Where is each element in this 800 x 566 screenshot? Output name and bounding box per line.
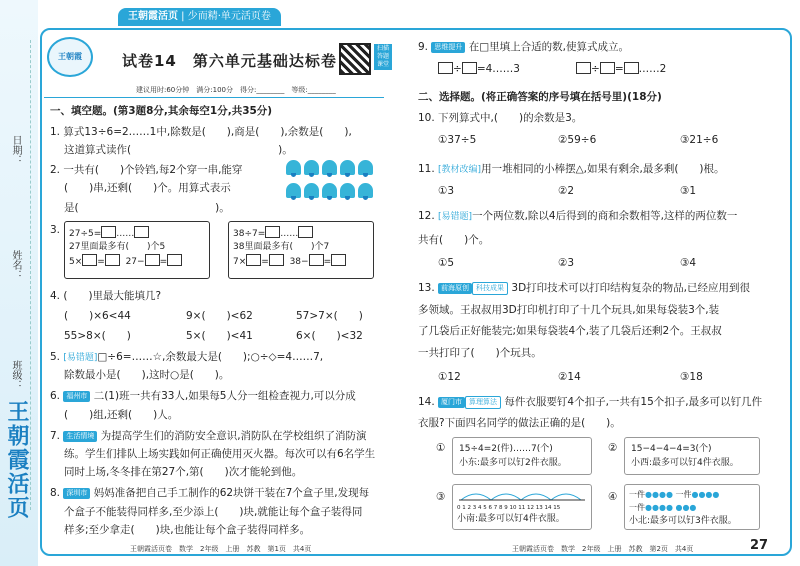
footer-right: 王朝霞活页卷 数学 2年级 上册 苏教 第2页 共4页 [512, 545, 694, 553]
date-label: 日期： [10, 135, 21, 165]
exam-meta: 建议用时:60分钟 满分:100分 得分:________ 等级:________ [136, 86, 336, 94]
answer-box[interactable] [167, 254, 182, 266]
q13-body: 3D打印技术可以打印结构复杂的物品,已经应用到很 [511, 282, 750, 294]
choice-1-calc: 15÷4=2(件)……7(个) [459, 444, 553, 454]
q6-line1 [50, 389, 356, 403]
q7-line2: 练。学生们排队上场实践如何正确使用灭火器。每次可以有6名学生 [64, 448, 376, 460]
section-2-heading: 二、选择题。(将正确答案的序号填在括号里)(18分) [418, 91, 662, 103]
footer-left: 王朝霞活页卷 数学 2年级 上册 苏教 第1页 共4页 [130, 545, 312, 553]
p3a-text: 27里面最多有( )个5 [69, 242, 166, 252]
section-1-heading: 一、填空题。(第3题8分,其余每空1分,共35分) [50, 105, 273, 117]
qr-code-icon[interactable] [339, 43, 371, 75]
q8-line1 [50, 486, 369, 500]
binding-sidebar [0, 0, 38, 566]
q4-item: 55>8×( ) [64, 330, 131, 342]
choice-4-box[interactable] [624, 484, 760, 530]
q12-option[interactable]: ①5 [438, 257, 455, 269]
number-line-jumps [457, 488, 587, 502]
answer-box[interactable] [331, 254, 346, 266]
q8-tag: 深圳市 [63, 488, 90, 499]
q2-line2: ( )串,还剩( )个。用算式表示 [64, 182, 231, 194]
q6-text: 二(1)班一共有33人,如果每5人分一组检查视力,可以分成 [93, 390, 356, 402]
q11-option[interactable]: ②2 [558, 185, 575, 197]
q9-eq: = [614, 63, 624, 75]
top-banner: 王朝霞活页 | 少而精·单元活页卷 [118, 8, 281, 26]
q11-text [418, 162, 725, 177]
answer-box[interactable] [265, 226, 280, 238]
q10-text: 10. 下列算式中,( )的余数是3。 [418, 112, 583, 124]
choice-2-calc: 15−4−4−4=3(个) [631, 444, 712, 454]
q4-item: ( )×6<44 [64, 310, 131, 322]
q11-body: 用一堆相同的小棒摆△,如果有剩余,最多剩( )根。 [481, 163, 725, 175]
q4-item: 9×( )<62 [186, 310, 253, 322]
name-label: 姓名： [10, 250, 21, 280]
q9-line1 [418, 40, 629, 54]
q5-tag: [易错题] [63, 353, 98, 363]
q7-tag: 生活情境 [63, 431, 97, 442]
q8-text: 妈妈准备把自己手工制作的62块饼干装在7个盒子里,发现每 [93, 487, 370, 499]
p3b-sub: 38− [289, 257, 309, 267]
q13-option[interactable]: ①12 [438, 371, 461, 383]
p3b-equals: = [261, 257, 269, 267]
answer-box[interactable] [134, 226, 149, 238]
q9-rest: ……2 [638, 63, 667, 75]
answer-box[interactable] [600, 62, 615, 74]
q11-option[interactable]: ①3 [438, 185, 455, 197]
choice-1-answer: 小东:最多可以钉2件衣服。 [459, 458, 567, 468]
page-title: 试卷14 第六单元基础达标卷 [122, 52, 337, 70]
q14-tag: 算理算法 [465, 396, 501, 409]
p3a-equals: = [97, 257, 105, 267]
number-line-labels: 0 1 2 3 4 5 6 7 8 9 10 11 12 13 14 15 [457, 505, 561, 511]
class-label: 班级： [10, 360, 21, 390]
group-label: 一件 [629, 490, 645, 499]
answer-box[interactable] [246, 254, 261, 266]
page-number: 27 [750, 538, 769, 553]
q3-panel-b [228, 221, 374, 279]
choice-4-answer: 小北:最多可以钉3件衣服。 [629, 516, 737, 526]
q13-number: 13. [418, 282, 439, 294]
q13-tag: 科技成果 [472, 282, 508, 295]
q6-tag: 福州市 [63, 391, 90, 402]
answer-box[interactable] [145, 254, 160, 266]
p3a-mul: 5× [69, 257, 83, 267]
q5-text: □÷6=……☆,余数最大是( );○÷◇=4……7, [97, 351, 324, 363]
q10-option[interactable]: ③21÷6 [680, 134, 719, 146]
qr-label: 扫描答题课堂 [374, 44, 392, 70]
group-label: 一件 [675, 490, 692, 499]
q4-heading: 4. ( )里最大能填几? [50, 290, 162, 302]
p3a-equals2: = [159, 257, 168, 267]
q7-number: 7. [50, 430, 64, 442]
bell-icon [358, 160, 373, 175]
q12-line2: 共有( )个。 [418, 234, 490, 246]
banner-brand: 王朝霞活页 [128, 11, 178, 22]
q12-option[interactable]: ③4 [680, 257, 697, 269]
bell-icon [304, 183, 319, 198]
q8-line3: 样多;至少拿走( )块,也能让每个盒子装得同样多。 [64, 524, 311, 536]
bell-icon [286, 160, 301, 175]
q9-rest: =4……3 [476, 63, 520, 75]
q8-number: 8. [50, 487, 64, 499]
divider [44, 97, 384, 98]
q11-number: 11. [418, 163, 439, 175]
q14-number: 14. [418, 396, 439, 408]
q9-op: ÷ [453, 63, 462, 75]
bell-icon [340, 183, 355, 198]
bell-icon [340, 160, 355, 175]
q7-text: 为提高学生们的消防安全意识,消防队在学校组织了消防演 [100, 430, 367, 442]
choice-3-marker[interactable]: ③ [436, 491, 446, 503]
q12-tag: [易错题] [438, 212, 473, 222]
q13-option[interactable]: ②14 [558, 371, 581, 383]
choice-3-answer: 小南:最多可以钉4件衣服。 [457, 514, 565, 524]
q7-line3: 同时上场,冬冬排在第27个,第( )次才能轮到他。 [64, 466, 303, 478]
q9-eq1 [438, 62, 520, 76]
q7-line1 [50, 429, 367, 443]
q9-number: 9. [418, 41, 432, 53]
q13-line1 [418, 281, 750, 295]
choice-2-marker[interactable]: ② [608, 442, 618, 454]
q13-option[interactable]: ③18 [680, 371, 703, 383]
q1-line1: 1. 算式13÷6=2……1中,除数是( ),商是( ),余数是( ), [50, 126, 352, 138]
bell-icon [286, 183, 301, 198]
p3b-eq: 38÷7= [233, 229, 266, 239]
answer-box[interactable] [576, 62, 591, 74]
answer-box[interactable] [101, 226, 116, 238]
bell-icon [322, 183, 337, 198]
q3-number: 3. [50, 224, 61, 236]
q2-line3: 是( )。 [64, 202, 230, 214]
q14-line2: 衣服?下面四名同学的做法正确的是( )。 [418, 417, 621, 429]
q11-tag: [教材改编] [438, 165, 482, 175]
q13-line3: 了几袋后正好能装完;如果每袋装4个,装了几袋后还剩2个。王叔叔 [418, 325, 722, 337]
group-label: 一件 [629, 503, 645, 512]
brand-vertical: 王朝霞活页 [4, 400, 30, 520]
q9-eq2 [576, 62, 666, 76]
q12-line1 [418, 209, 737, 224]
p3b-equals2: = [323, 257, 332, 267]
q10-option[interactable]: ①37÷5 [438, 134, 477, 146]
bell-icon [304, 160, 319, 175]
q6-line2: ( )组,还剩( )人。 [64, 409, 179, 421]
q14-line1 [418, 395, 762, 409]
q2-line1: 2. 一共有( )个铃铛,每2个穿一串,能穿 [50, 164, 243, 176]
bell-icon [322, 160, 337, 175]
q13-line2: 多领域。王叔叔用3D打印机打印了十几个玩具,如果每袋装3个,装 [418, 304, 720, 316]
choice-2-box[interactable] [624, 437, 760, 475]
answer-box[interactable] [269, 254, 284, 266]
q9-text: 在□里填上合适的数,使算式成立。 [468, 41, 629, 53]
answer-box[interactable] [298, 226, 313, 238]
q1-line2: 这道算式读作( )。 [64, 144, 293, 156]
q11-option[interactable]: ③1 [680, 185, 697, 197]
answer-box[interactable] [438, 62, 453, 74]
q12-option[interactable]: ②3 [558, 257, 575, 269]
publisher-logo: 王朝霞 [47, 37, 93, 77]
choice-1-marker[interactable]: ① [436, 442, 446, 454]
choice-4-marker[interactable]: ④ [608, 491, 618, 503]
choice-3-box[interactable] [452, 484, 592, 530]
p3b-mul: 7× [233, 257, 247, 267]
q9-tag: 思维提升 [431, 42, 465, 53]
q13-tag: 前海原创 [438, 283, 472, 294]
button-groups: 一件●●●● 一件●●●● [629, 490, 720, 499]
button-groups-2: 一件●●●● ●●● [629, 503, 697, 512]
answer-box[interactable] [105, 254, 120, 266]
p3b-dots: …… [280, 229, 299, 239]
bell-icon [358, 183, 373, 198]
q13-line4: 一共打印了( )个玩具。 [418, 347, 542, 359]
q4-item: 6×( )<32 [296, 330, 363, 342]
banner-series: 少而精·单元活页卷 [187, 11, 271, 22]
q5-line1 [50, 350, 323, 365]
q14-body: 每件衣服要钉4个扣子,一共有15个扣子,最多可以钉几件 [504, 396, 763, 408]
p3a-dots: …… [116, 229, 135, 239]
answer-box[interactable] [309, 254, 324, 266]
q3-panel-a [64, 221, 210, 279]
p3a-eq: 27÷5= [69, 229, 102, 239]
q4-item: 57>7×( ) [296, 310, 363, 322]
q4-item: 5×( )<41 [186, 330, 253, 342]
q5-line2: 除数最小是( ),这时○是( )。 [64, 369, 230, 381]
choice-2-answer: 小西:最多可以钉4件衣服。 [631, 458, 739, 468]
q5-number: 5. [50, 351, 64, 363]
q9-op: ÷ [591, 63, 600, 75]
q8-line2: 个盒子不能装得同样多,至少添上( )块,就能让每个盒子装得同 [64, 506, 363, 518]
answer-box[interactable] [462, 62, 477, 74]
answer-box[interactable] [624, 62, 639, 74]
q6-number: 6. [50, 390, 64, 402]
q12-body: 一个两位数,除以4后得到的商和余数相等,这样的两位数一 [472, 210, 738, 222]
q14-tag: 厦门市 [438, 397, 465, 408]
q10-option[interactable]: ②59÷6 [558, 134, 597, 146]
p3b-text: 38里面最多有( )个7 [233, 242, 330, 252]
answer-box[interactable] [82, 254, 97, 266]
choice-1-box[interactable] [452, 437, 592, 475]
q12-number: 12. [418, 210, 439, 222]
p3a-sub: 27− [125, 257, 145, 267]
